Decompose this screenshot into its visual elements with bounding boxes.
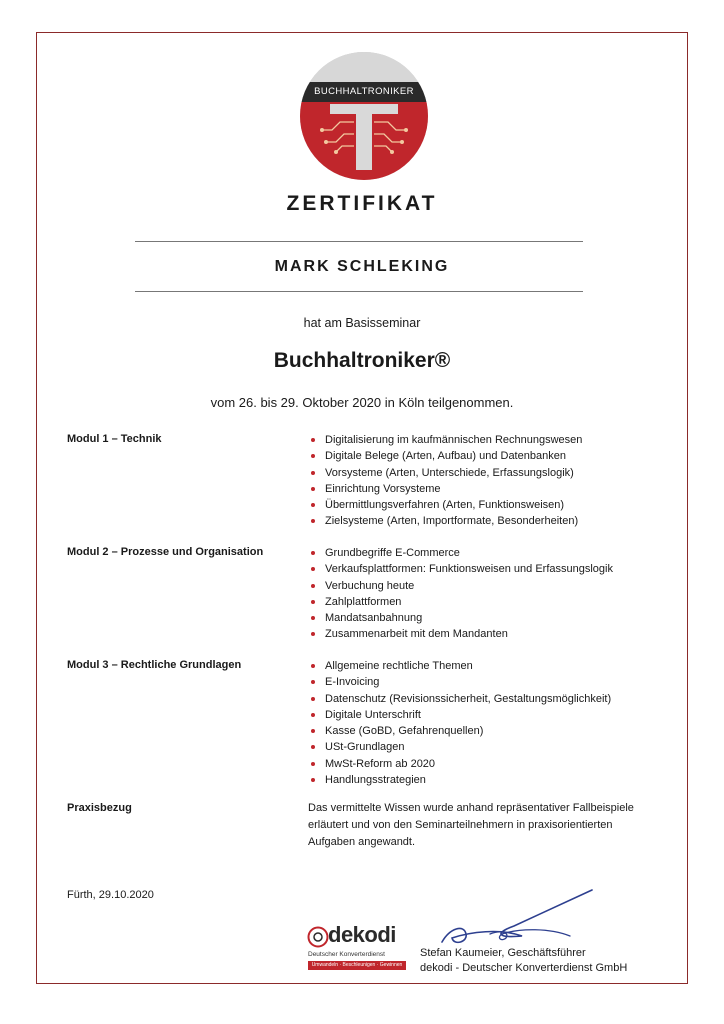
- topic-text: Zusammenarbeit mit dem Mandanten: [325, 628, 508, 641]
- topic-text: Übermittlungsverfahren (Arten, Funktionsweisen): [325, 499, 565, 512]
- buchhaltroniker-logo: [300, 52, 428, 180]
- dekodi-subtitle: Deutscher Konverterdienst: [308, 951, 385, 958]
- list-item: [308, 674, 611, 690]
- bullet-icon: [311, 616, 315, 620]
- topic-text: Zahlplattformen: [325, 595, 402, 608]
- list-item: [308, 465, 582, 481]
- bullet-icon: [311, 778, 315, 782]
- intro-text: hat am Basisseminar: [303, 316, 421, 330]
- bullet-icon: [311, 551, 315, 555]
- topic-text: Digitale Belege (Arten, Aufbau) und Datenbanken: [325, 450, 566, 463]
- topic-text: Digitale Unterschrift: [325, 708, 421, 721]
- place-date: Fürth, 29.10.2020: [67, 889, 154, 901]
- list-item: [308, 448, 582, 464]
- bullet-icon: [311, 632, 315, 636]
- bullet-icon: [311, 567, 315, 571]
- list-item: [308, 691, 611, 707]
- bullet-icon: [311, 471, 315, 475]
- logo-text: BUCHHALTRONIKER: [300, 82, 428, 102]
- topic-text: Mandatsanbahnung: [325, 612, 423, 625]
- bullet-icon: [311, 745, 315, 749]
- bullet-icon: [311, 454, 315, 458]
- recipient-name: MARK SCHLEKING: [274, 258, 450, 275]
- list-item: [308, 561, 613, 577]
- bullet-icon: [311, 487, 315, 491]
- topic-text: Handlungsstrategien: [325, 774, 426, 787]
- module-3-title: Modul 3 – Rechtliche Grundlagen: [67, 659, 242, 671]
- list-item: [308, 610, 613, 626]
- bullet-icon: [311, 729, 315, 733]
- topic-text: Zielsysteme (Arten, Importformate, Besonderheiten): [325, 515, 579, 528]
- topic-text: USt-Grundlagen: [325, 741, 405, 754]
- signer-block: [420, 946, 627, 976]
- list-item: [308, 432, 582, 448]
- circuit-t-icon: [300, 52, 428, 180]
- dekodi-mark-icon: [306, 924, 330, 950]
- divider-bottom: [135, 291, 583, 292]
- topic-text: MwSt-Reform ab 2020: [325, 757, 436, 770]
- module-3-topics: [308, 658, 611, 788]
- list-item: [308, 513, 582, 529]
- bullet-icon: [311, 519, 315, 523]
- module-2-topics: [308, 545, 613, 643]
- list-item: [308, 594, 613, 610]
- dekodi-tagline: Umwandeln · Beschleunigen · Gewinnen: [308, 961, 406, 970]
- list-item: [308, 756, 611, 772]
- bullet-icon: [311, 762, 315, 766]
- topic-text: Vorsysteme (Arten, Unterschiede, Erfassungslogik): [325, 466, 574, 479]
- module-2-title: Modul 2 – Prozesse und Organisation: [67, 546, 264, 558]
- bullet-icon: [311, 680, 315, 684]
- bullet-icon: [311, 503, 315, 507]
- topic-text: Einrichtung Vorsysteme: [325, 482, 441, 495]
- topic-text: Verbuchung heute: [325, 579, 415, 592]
- list-item: [308, 545, 613, 561]
- list-item: [308, 739, 611, 755]
- certificate-title: ZERTIFIKAT: [286, 192, 438, 215]
- signature-icon: [430, 884, 600, 950]
- seminar-dates: vom 26. bis 29. Oktober 2020 in Köln teilgenommen.: [210, 395, 514, 410]
- topic-text: Grundbegriffe E-Commerce: [325, 547, 460, 559]
- bullet-icon: [311, 697, 315, 701]
- module-1-topics: [308, 432, 582, 530]
- list-item: [308, 626, 613, 642]
- signer-company: dekodi - Deutscher Konverterdienst GmbH: [420, 962, 628, 974]
- list-item: [308, 578, 613, 594]
- topic-text: Kasse (GoBD, Gefahrenquellen): [325, 725, 484, 738]
- list-item: [308, 707, 611, 723]
- topic-text: Datenschutz (Revisionssicherheit, Gestaltungsmöglichkeit): [325, 692, 612, 705]
- topic-text: Verkaufsplattformen: Funktionsweisen und Erfassungslogik: [325, 563, 613, 576]
- bullet-icon: [311, 438, 315, 442]
- topic-text: Digitalisierung im kaufmännischen Rechnungswesen: [325, 434, 583, 446]
- list-item: [308, 497, 582, 513]
- bullet-icon: [311, 600, 315, 604]
- dekodi-name: dekodi: [328, 922, 396, 947]
- bullet-icon: [311, 584, 315, 588]
- divider-top: [135, 241, 583, 242]
- module-1-title: Modul 1 – Technik: [67, 433, 162, 445]
- list-item: [308, 481, 582, 497]
- list-item: [308, 723, 611, 739]
- praxis-title: Praxisbezug: [67, 802, 132, 814]
- bullet-icon: [311, 713, 315, 717]
- topic-text: Allgemeine rechtliche Themen: [325, 660, 473, 672]
- seminar-name: Buchhaltroniker®: [273, 349, 451, 372]
- praxis-text: Das vermittelte Wissen wurde anhand repräsentativer Fallbeispiele erläutert und von den Seminarteilnehmern in praxisorientierten Aufgaben angewandt.: [308, 802, 634, 848]
- dekodi-logo: [306, 922, 410, 978]
- list-item: [308, 658, 611, 674]
- signer-name: Stefan Kaumeier, Geschäftsführer: [420, 947, 586, 959]
- list-item: [308, 772, 611, 788]
- bullet-icon: [311, 664, 315, 668]
- topic-text: E-Invoicing: [325, 676, 380, 689]
